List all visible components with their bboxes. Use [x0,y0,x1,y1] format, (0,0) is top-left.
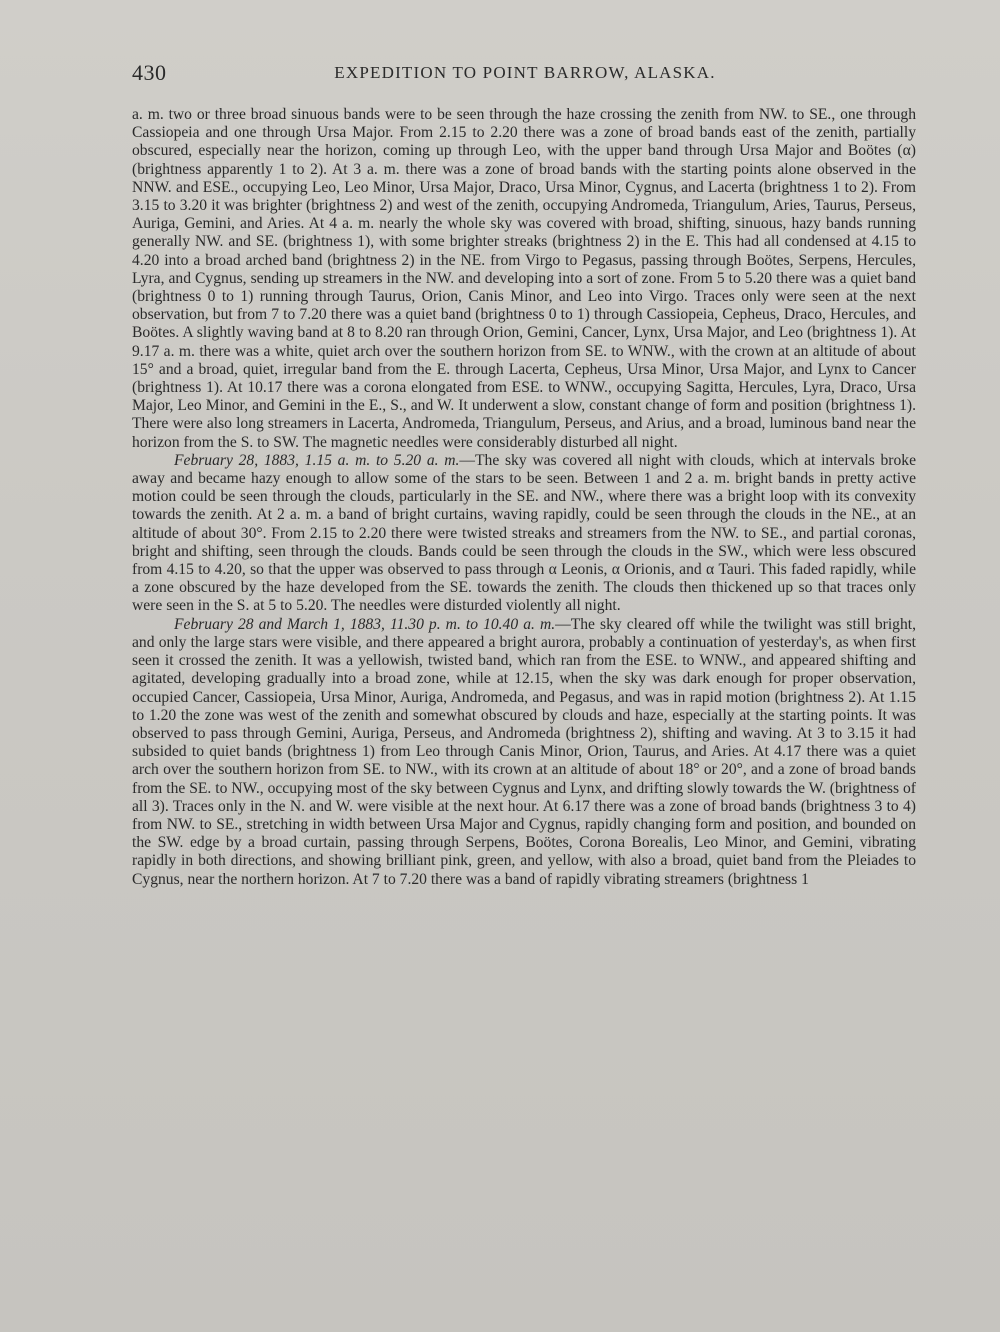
paragraph [132,452,916,616]
page-header [132,60,918,90]
paragraph [132,616,916,889]
page-number: 430 [132,60,167,85]
paragraph [132,106,916,452]
paragraph-date-heading: February 28 and March 1, 1883, 11.30 p. m. to 10.40 a. m. [174,615,556,633]
paragraph-text: a. m. two or three broad sinuous bands were to be seen through the haze crossing the zenith from NW. to SE., one through Cassiopeia and one through Ursa Major. From 2.15 to 2.20 there was a zone of broad bands east of the zenith, partially obscured, especially near the horizon, coming up through Leo, with the upper band through Ursa Major and Boötes (α) (brightness apparently 1 to 2). At 3 a. m. there was a zone of broad bands with the starting points alone observed in the NNW. and ESE., occupying Leo, Leo Minor, Ursa Major, Draco, Ursa Minor, Cygnus, and Lacerta (brightness 1 to 2). From 3.15 to 3.20 it was brighter (brightness 2) and west of the zenith, occupying Andromeda, Triangulum, Aries, Taurus, Perseus, Auriga, Gemini, and Aries. At 4 a. m. nearly the whole sky was covered with broad, shifting, sinuous, hazy bands running generally NW. and SE. (brightness 1), with some brighter streaks (brightness 2) in the E. This had all condensed at 4.15 to 4.20 into a broad arched band (brightness 2) in the NE. from Virgo to Pegasus, passing through Boötes, Serpens, Hercules, Lyra, and Cygnus, sending up streamers in the NW. and developing into a sort of zone. From 5 to 5.20 there was a quiet band (brightness 0 to 1) running through Taurus, Orion, Canis Minor, and Leo into Virgo. Traces only were seen at the next observation, but from 7 to 7.20 there was a quiet band (brightness 0 to 1) through Cassiopeia, Cepheus, Draco, Hercules, and Boötes. A slightly waving band at 8 to 8.20 ran through Orion, Gemini, Cancer, Lynx, Ursa Major, and Leo (brightness 1). At 9.17 a. m. there was a white, quiet arch over the southern horizon from SE. to WNW., with the crown at an altitude of about 15° and a broad, quiet, irregular band from the E. through Lacerta, Cepheus, Ursa Minor, Ursa Major, and Lynx to Cancer (brightness 1). At 10.17 there was a corona elongated from ESE. to WNW., occupying Sagitta, Hercules, Lyra, Draco, Ursa Major, Leo Minor, and Gemini in the E., S., and W. It underwent a slow, constant change of form and position (brightness 1). There were also long streamers in Lacerta, Andromeda, Triangulum, Perseus, and Arius, and a broad, luminous band near the horizon from the S. to SW. The magnetic needles were considerably disturbed all night. [132,106,916,451]
paragraph-text: —The sky cleared off while the twilight was still bright, and only the large stars were visible, and there appeared a bright aurora, probably a continuation of yesterday's, as when first seen it crossed the zenith. It was a yellowish, twisted band, which ran from the ESE. to WNW., and appeared shifting and agitated, developing gradually into a broad zone, while at 12.15, when the sky was dark enough for proper observation, occupied Cancer, Cassiopeia, Ursa Minor, Auriga, Andromeda, and Pegasus, and was in rapid motion (brightness 2). At 1.15 to 1.20 the zone was west of the zenith and somewhat obscured by clouds and haze, especially at the starting points. It was observed to pass through Gemini, Auriga, Perseus, and Andromeda (brightness 2), shifting and waving. At 3 to 3.15 it had subsided to quiet bands (brightness 1) from Leo through Canis Minor, Orion, Taurus, and Aries. At 4.17 there was a quiet arch over the southern horizon from SE. to NW., with its crown at an altitude of about 18° or 20°, and a zone of broad bands from the SE. to NW., occupying most of the sky between Cygnus and Lynx, and drifting slowly towards the W. (brightness of all 3). Traces only in the N. and W. were visible at the next hour. At 6.17 there was a zone of broad bands (brightness 3 to 4) from NW. to SE., stretching in width between Ursa Major and Cygnus, rapidly changing form and position, and bounded on the SW. edge by a broad curtain, passing through Serpens, Boötes, Corona Borealis, Leo Minor, and Gemini, vibrating rapidly in both directions, and showing brilliant pink, green, and yellow, with also a broad, quiet band from the Pleiades to Cygnus, near the northern horizon. At 7 to 7.20 there was a band of rapidly vibrating streamers (brightness 1 [132,615,916,888]
paragraph-date-heading: February 28, 1883, 1.15 a. m. to 5.20 a. m. [174,451,460,469]
paragraph-text: —The sky was covered all night with clouds, which at intervals broke away and became hazy enough to allow some of the stars to be seen. Between 1 and 2 a. m. bright bands in pretty active motion could be seen through the clouds, particularly in the SE. and NW., where there was a bright loop with its convexity towards the zenith. At 2 a. m. a band of bright curtains, waving rapidly, could be seen through the clouds in the NE., at an altitude of about 30°. From 2.15 to 2.20 there were twisted streaks and streamers from the NW. to SE., and partial coronas, bright and shifting, seen through the clouds. Bands could be seen through the clouds in the SW., which were less obscured from 4.15 to 4.20, so that the upper was observed to pass through α Leonis, α Orionis, and α Tauri. This faded rapidly, while a zone obscured by the haze developed from the SE. towards the zenith. The clouds then thickened up so that traces only were seen in the S. at 5 to 5.20. The needles were disturded violently all night. [132,451,916,615]
body-text [132,106,916,889]
running-head: EXPEDITION TO POINT BARROW, ALASKA. [334,63,716,82]
